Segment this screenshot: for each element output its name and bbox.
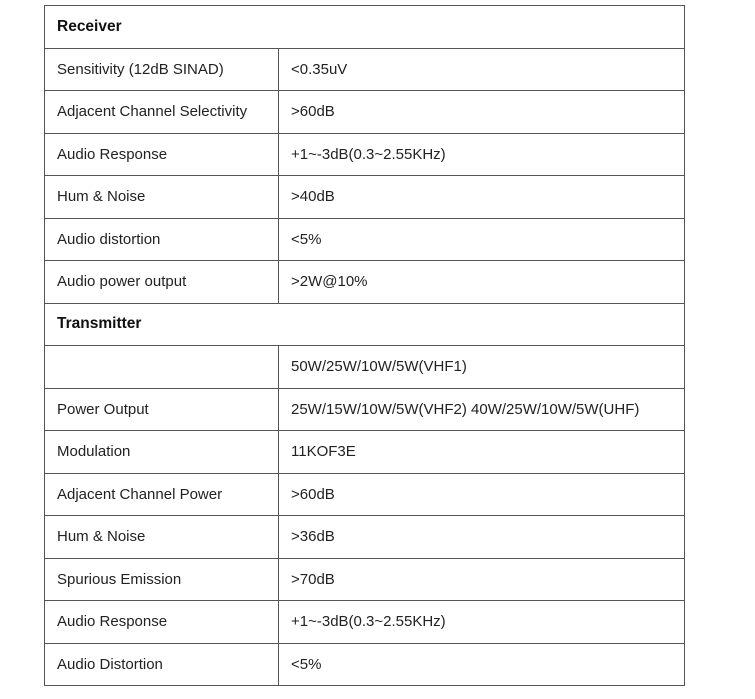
spec-label: Audio Distortion	[45, 643, 279, 686]
table-row	[45, 48, 685, 91]
spec-label: Spurious Emission	[45, 558, 279, 601]
table-row	[45, 558, 685, 601]
spec-label: Modulation	[45, 431, 279, 474]
table-row	[45, 516, 685, 559]
spec-value: <0.35uV	[279, 48, 685, 91]
spec-label: Audio distortion	[45, 218, 279, 261]
spec-table	[44, 5, 685, 686]
spec-label: Audio power output	[45, 261, 279, 304]
table-row	[45, 261, 685, 304]
spec-value: >36dB	[279, 516, 685, 559]
spec-label: Adjacent Channel Power	[45, 473, 279, 516]
spec-value: >70dB	[279, 558, 685, 601]
spec-value: >40dB	[279, 176, 685, 219]
section-title-transmitter: Transmitter	[45, 303, 685, 346]
spec-value: +1~-3dB(0.3~2.55KHz)	[279, 133, 685, 176]
spec-label: Sensitivity (12dB SINAD)	[45, 48, 279, 91]
spec-value: +1~-3dB(0.3~2.55KHz)	[279, 601, 685, 644]
table-row	[45, 176, 685, 219]
spec-value: <5%	[279, 643, 685, 686]
table-row	[45, 91, 685, 134]
spec-value: 11KOF3E	[279, 431, 685, 474]
spec-label: Adjacent Channel Selectivity	[45, 91, 279, 134]
section-header-row	[45, 6, 685, 49]
spec-value: >2W@10%	[279, 261, 685, 304]
table-row	[45, 473, 685, 516]
table-row	[45, 643, 685, 686]
spec-value: >60dB	[279, 473, 685, 516]
spec-label: Audio Response	[45, 133, 279, 176]
table-row	[45, 388, 685, 431]
spec-label	[45, 346, 279, 389]
section-title-receiver: Receiver	[45, 6, 685, 49]
table-row	[45, 431, 685, 474]
table-row	[45, 346, 685, 389]
spec-value: 50W/25W/10W/5W(VHF1)	[279, 346, 685, 389]
spec-value: 25W/15W/10W/5W(VHF2) 40W/25W/10W/5W(UHF)	[279, 388, 685, 431]
spec-label: Hum & Noise	[45, 516, 279, 559]
section-header-row	[45, 303, 685, 346]
spec-label: Hum & Noise	[45, 176, 279, 219]
spec-value: <5%	[279, 218, 685, 261]
spec-label: Audio Response	[45, 601, 279, 644]
table-row	[45, 601, 685, 644]
spec-value: >60dB	[279, 91, 685, 134]
table-row	[45, 133, 685, 176]
spec-label: Power Output	[45, 388, 279, 431]
table-row	[45, 218, 685, 261]
